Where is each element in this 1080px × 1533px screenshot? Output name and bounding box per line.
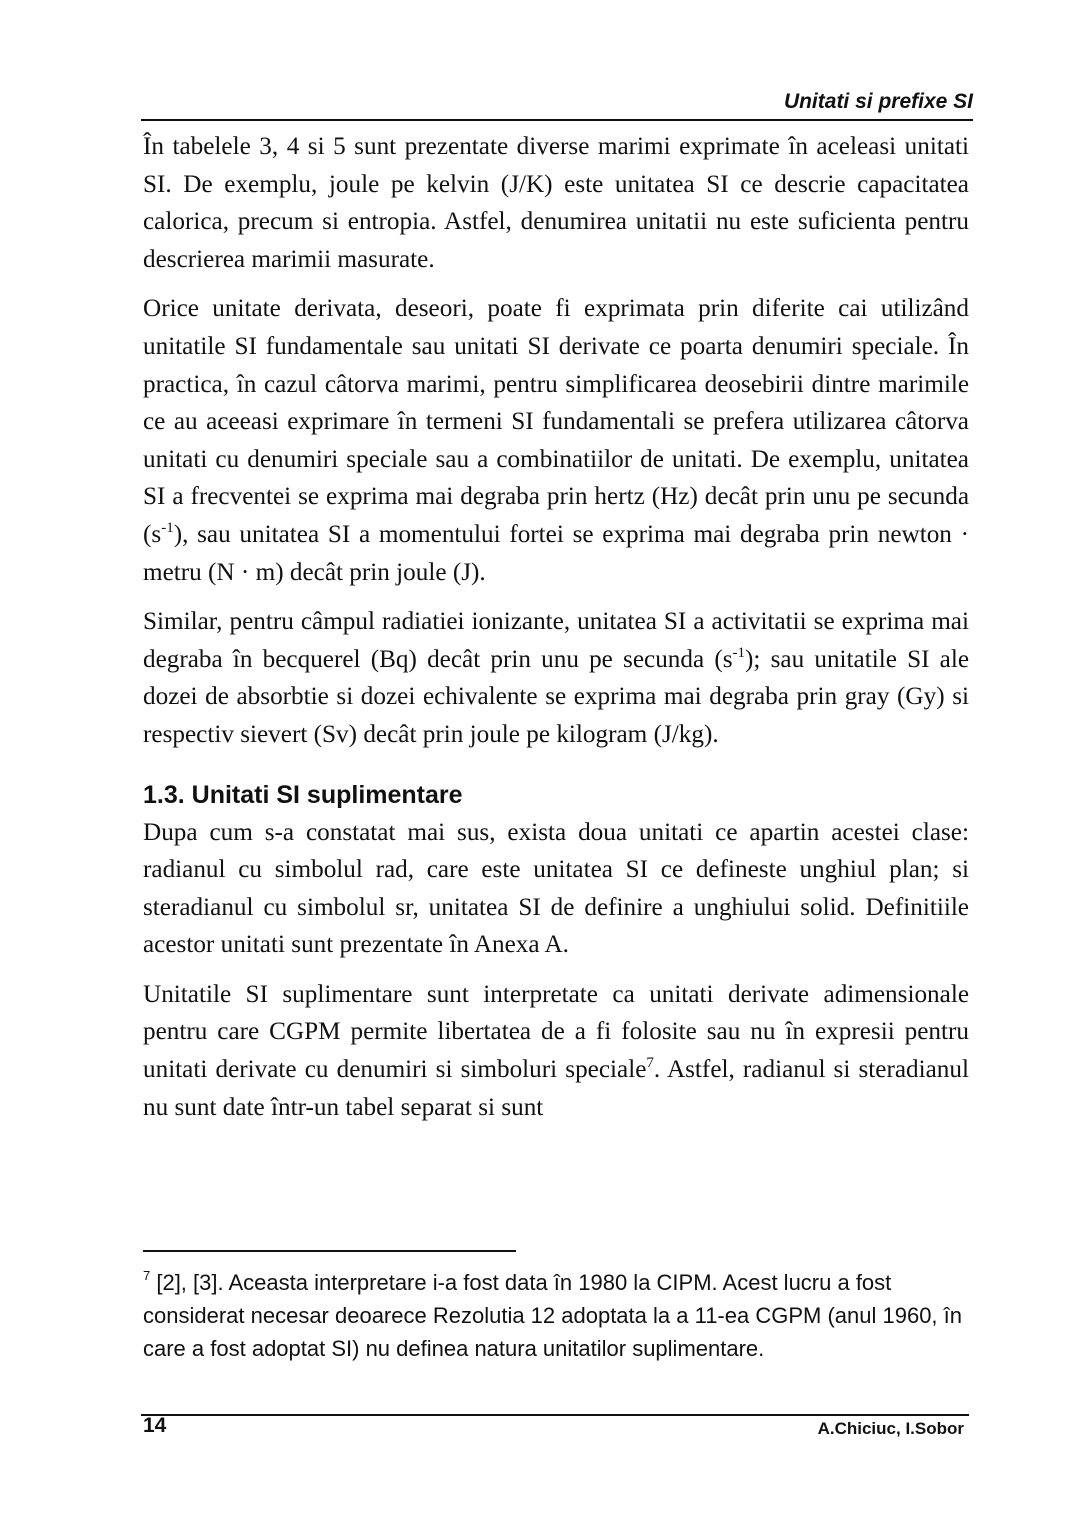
footnote — [143, 1266, 969, 1365]
footnote-text: [2], [3]. Aceasta interpretare i-a fost data în 1980 la CIPM. Acest lucru a fost considerat necesar deoarece Rezolutia 12 adoptata la a 11-ea CGPM (anul 1960, în care a fost adoptat SI) nu definea natura unitatilor suplimentare. — [143, 1270, 962, 1361]
paragraph-2-part-a: Orice unitate derivata, deseori, poate fi exprimata prin diferite cai utilizând unitatile SI fundamentale sau unitati SI derivate ce poarta denumiri speciale. În practica, în cazul câtorva marimi, pentru simplificarea deosebirii dintre marimile ce au aceeasi exprimare în termeni SI fundamentali se prefera utilizarea câtorva unitati cu denumiri speciale sau a combinatiilor de unitati. De exemplu, unitatea SI a frecventei se exprima mai degraba prin hertz (Hz) decât prin unu pe secunda (s — [143, 295, 969, 548]
footer-rule — [141, 1414, 969, 1416]
body-text — [143, 128, 969, 1138]
footnote-reference[interactable]: 7 — [646, 1055, 654, 1072]
footer-authors: A.Chiciuc, I.Sobor — [817, 1419, 964, 1438]
paragraph-5-part-a: Unitatile SI suplimentare sunt interpretate ca unitati derivate adimensionale pentru care CGPM permite libertatea de a fi folosite sau nu în expresii pentru unitati derivate cu denumiri si simboluri speciale — [143, 980, 969, 1084]
paragraph-3-part-b: ); sau unitatile SI ale dozei de absorbtie si dozei echivalente se exprima mai degraba prin gray (Gy) si respectiv sievert (Sv) decât prin joule pe kilogram (J/kg). — [143, 645, 970, 748]
paragraph-2 — [143, 290, 969, 591]
paragraph-3-part-a: Similar, pentru câmpul radiatiei ionizante, unitatea SI a activitatii se exprima mai degraba în becquerel (Bq) decât prin unu pe secunda (s — [143, 608, 969, 673]
paragraph-1: În tabelele 3, 4 si 5 sunt prezentate diverse marimi exprimate în aceleasi unitati SI. De exemplu, joule pe kelvin (J/K) este unitatea SI ce descrie capacitatea calorica, precum si entropia. Astfel, denumirea unitatii nu este suficienta pentru descrierea marimii masurate. — [143, 133, 969, 273]
footnote-rule — [143, 1250, 516, 1252]
paragraph-4: Dupa cum s-a constatat mai sus, exista doua unitati ce apartin acestei clase: radianul cu simbolul rad, care este unitatea SI ce defineste unghiul plan; si steradianul cu simbolul sr, unitatea SI de definire a unghiului solid. Definitiile acestor unitati sunt prezentate în Anexa A. — [143, 818, 969, 959]
header-rule — [141, 119, 973, 121]
section-heading: 1.3. Unitati SI suplimentare — [143, 780, 463, 809]
paragraph-5-part-b: . Astfel, radianul si steradianul nu sunt date într-un tabel separat si sunt — [143, 1056, 969, 1121]
paragraph-2-part-b: ), sau unitatea SI a momentului fortei se exprima mai degraba prin newton · metru (N · m) decât prin joule (J). — [143, 520, 969, 586]
paragraph-5 — [143, 976, 969, 1126]
page-number: 14 — [143, 1414, 167, 1437]
superscript-exponent: -1 — [732, 644, 746, 661]
running-header-title: Unitati si prefixe SI — [783, 90, 973, 113]
footnote-marker: 7 — [143, 1268, 151, 1283]
superscript-exponent: -1 — [161, 519, 174, 536]
paragraph-3 — [143, 603, 969, 753]
